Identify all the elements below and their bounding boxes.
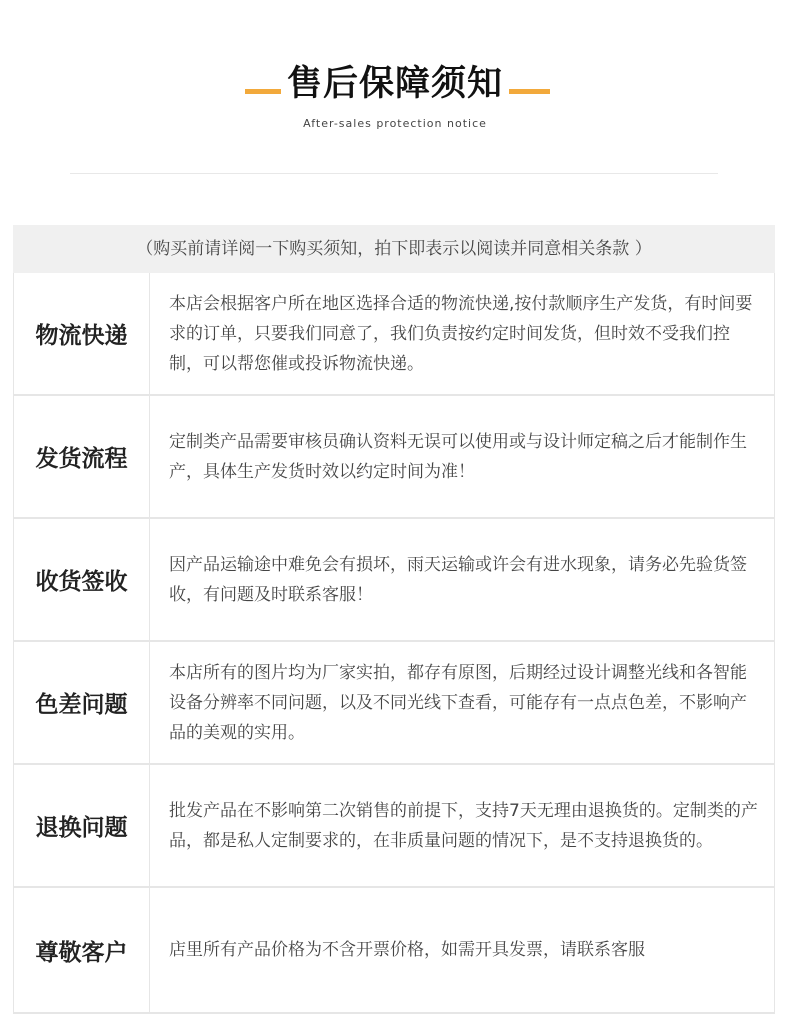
policy-text: 本店会根据客户所在地区选择合适的物流快递,按付款顺序生产发货，有时间要求的订单，只要我们同意了，我们负责按约定时间发货，但时效不受我们控制，可以帮您催或投诉物流快递。: [169, 293, 753, 374]
policy-content: [150, 519, 774, 640]
header-divider: [70, 173, 718, 174]
page-title-text: 售后保障须知: [281, 64, 509, 104]
policy-label: 尊敬客户: [14, 888, 150, 1012]
policy-text: 本店所有的图片均为厂家实拍，都存有原图，后期经过设计调整光线和各智能设备分辨率不同问题，以及不同光线下查看，可能存有一点点色差，不影响产品的美观的实用。: [169, 662, 747, 743]
policy-content: [150, 765, 774, 886]
purchase-notice: （购买前请详阅一下购买须知，拍下即表示以阅读并同意相关条款 ）: [13, 225, 775, 273]
policy-row-color: [14, 642, 774, 765]
policy-text: 因产品运输途中难免会有损坏，雨天运输或许会有进水现象，请务必先验货签收，有问题及时联系客服！: [169, 554, 747, 605]
policy-text: 店里所有产品价格为不含开票价格，如需开具发票，请联系客服: [169, 940, 645, 960]
policy-label: 色差问题: [14, 642, 150, 763]
policy-row-returns: [14, 765, 774, 888]
policy-row-receipt: [14, 519, 774, 642]
policy-content: [150, 888, 774, 1012]
policy-text: 批发产品在不影响第二次销售的前提下，支持7天无理由退换货的。定制类的产品，都是私人定制要求的，在非质量问题的情况下，是不支持退换货的。: [169, 800, 758, 851]
policy-content: [150, 642, 774, 763]
policy-row-logistics: [14, 273, 774, 396]
page-header: [0, 0, 790, 175]
page-title: [0, 62, 790, 106]
policy-label: 收货签收: [14, 519, 150, 640]
policy-label: 发货流程: [14, 396, 150, 517]
policy-table: [13, 273, 775, 1014]
policy-content: [150, 396, 774, 517]
policy-row-customers: [14, 888, 774, 1014]
policy-label: 退换问题: [14, 765, 150, 886]
policy-label: 物流快递: [14, 273, 150, 394]
policy-content: [150, 273, 774, 394]
page-subtitle: After-sales protection notice: [303, 117, 487, 130]
policy-text: 定制类产品需要审核员确认资料无误可以使用或与设计师定稿之后才能制作生产，具体生产发货时效以约定时间为准！: [169, 431, 747, 482]
policy-row-shipping: [14, 396, 774, 519]
